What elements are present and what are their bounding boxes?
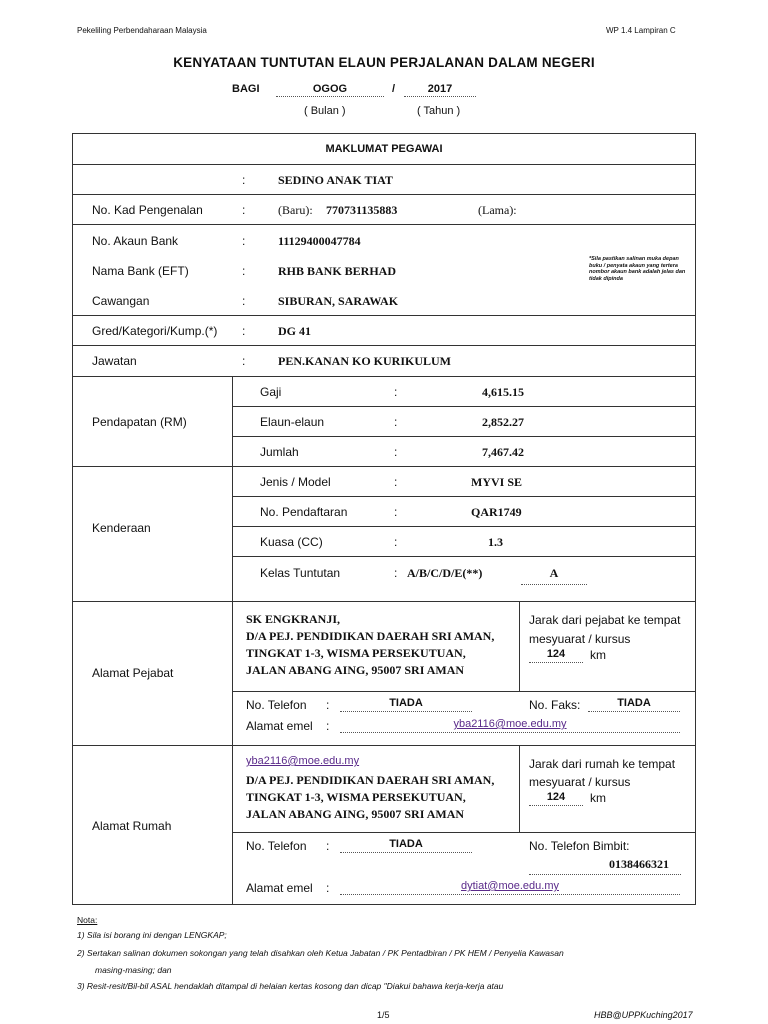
home-phone-label: No. Telefon <box>246 839 307 853</box>
note-item: 1) Sila isi borang ini dengan LENGKAP; <box>77 930 227 940</box>
office-fax-label: No. Faks: <box>529 698 581 712</box>
ic-colon: : <box>242 203 246 217</box>
office-distance-value[interactable]: 124 <box>529 648 583 663</box>
home-email-colon: : <box>326 881 330 895</box>
period-slash: / <box>392 83 396 95</box>
office-email-field[interactable] <box>340 718 680 733</box>
office-email-colon: : <box>326 719 330 733</box>
vehicle-model-label: Jenis / Model <box>260 475 331 489</box>
bank-branch-label: Cawangan <box>92 294 150 308</box>
office-address-block[interactable] <box>246 611 494 679</box>
home-mobile-label: No. Telefon Bimbit: <box>529 839 630 853</box>
note-item: 3) Resit-resit/Bil-bil ASAL hendaklah ditampal di helaian kertas kosong dan dicap "Diakui bahawa kerja-kerja atau <box>77 981 504 991</box>
page-number: 1/5 <box>377 1010 390 1020</box>
header-right: WP 1.4 Lampiran C <box>606 26 676 35</box>
month-caption: ( Bulan ) <box>304 105 346 117</box>
vehicle-model-colon: : <box>394 475 398 489</box>
home-distance-text2: mesyuarat / kursus <box>529 775 631 789</box>
bank-branch-colon: : <box>242 294 246 308</box>
office-distance-text1: Jarak dari pejabat ke tempat <box>529 613 681 627</box>
office-phone-colon: : <box>326 698 330 712</box>
bank-account-value[interactable]: 11129400047784 <box>278 234 361 248</box>
office-email-link[interactable]: yba2116@moe.edu.my <box>453 718 567 730</box>
allowance-colon: : <box>394 415 398 429</box>
office-distance-text2: mesyuarat / kursus <box>529 632 631 646</box>
year-caption: ( Tahun ) <box>417 105 461 117</box>
position-colon: : <box>242 354 246 368</box>
bank-note: *Sila pastikan salinan muka depan buku / penyata akaun yang tertera nombor akaun bank adalah jelas dan tidak dipinda <box>589 256 686 282</box>
home-phone-colon: : <box>326 839 330 853</box>
office-address-line: JALAN ABANG AING, 95007 SRI AMAN <box>246 663 465 677</box>
home-email-link[interactable]: dytiat@moe.edu.my <box>461 880 559 892</box>
position-label: Jawatan <box>92 354 137 368</box>
office-email-label: Alamat emel <box>246 719 313 733</box>
home-address-line: D/A PEJ. PENDIDIKAN DAERAH SRI AMAN, <box>246 773 495 787</box>
home-address-label: Alamat Rumah <box>92 819 172 833</box>
allowance-label: Elaun-elaun <box>260 415 325 429</box>
vehicle-cc-label: Kuasa (CC) <box>260 535 323 549</box>
month-field[interactable]: OGOG <box>276 83 384 97</box>
total-value[interactable]: 7,467.42 <box>482 445 524 459</box>
grade-label: Gred/Kategori/Kump.(*) <box>92 324 218 338</box>
salary-label: Gaji <box>260 385 282 399</box>
home-phone-value[interactable]: TIADA <box>340 838 472 853</box>
home-address-line: JALAN ABANG AING, 95007 SRI AMAN <box>246 807 465 821</box>
year-field[interactable]: 2017 <box>404 83 476 97</box>
office-phone-label: No. Telefon <box>246 698 307 712</box>
home-distance-text1: Jarak dari rumah ke tempat <box>529 757 676 771</box>
office-fax-value[interactable]: TIADA <box>588 697 680 712</box>
home-address-block[interactable] <box>246 772 494 823</box>
bank-name-colon: : <box>242 264 246 278</box>
bank-branch-value[interactable]: SIBURAN, SARAWAK <box>278 294 399 308</box>
salary-value[interactable]: 4,615.15 <box>482 385 524 399</box>
claim-class-colon: : <box>394 566 398 580</box>
vehicle-reg-value[interactable]: QAR1749 <box>471 505 522 519</box>
note-item: 2) Sertakan salinan dokumen sokongan yang telah disahkan oleh Ketua Jabatan / PK Pentadbiran / PK HEM / Penyelia Kawasan <box>77 948 564 958</box>
home-distance-value[interactable]: 124 <box>529 791 583 806</box>
office-address-label: Alamat Pejabat <box>92 666 174 680</box>
grade-value[interactable]: DG 41 <box>278 324 311 338</box>
bagi-label: BAGI <box>232 83 260 95</box>
home-distance-unit: km <box>590 791 606 805</box>
name-value[interactable]: SEDINO ANAK TIAT <box>278 173 393 187</box>
ic-label: No. Kad Pengenalan <box>92 203 203 217</box>
home-email-label: Alamat emel <box>246 881 313 895</box>
claim-class-options: A/B/C/D/E(**) <box>407 566 483 580</box>
bank-account-label: No. Akaun Bank <box>92 234 179 248</box>
home-mobile-value[interactable]: 0138466321 <box>529 857 681 875</box>
vehicle-reg-label: No. Pendaftaran <box>260 505 348 519</box>
footer-right: HBB@UPPKuching2017 <box>594 1010 693 1020</box>
income-label: Pendapatan (RM) <box>92 415 187 429</box>
claim-class-label: Kelas Tuntutan <box>260 566 341 580</box>
notes-heading: Nota: <box>77 915 98 925</box>
home-address-line: TINGKAT 1-3, WISMA PERSEKUTUAN, <box>246 790 466 804</box>
office-address-line: SK ENGKRANJI, <box>246 612 341 626</box>
office-address-line: TINGKAT 1-3, WISMA PERSEKUTUAN, <box>246 646 466 660</box>
allowance-value[interactable]: 2,852.27 <box>482 415 524 429</box>
vehicle-reg-colon: : <box>394 505 398 519</box>
total-colon: : <box>394 445 398 459</box>
ic-baru-label: (Baru): <box>278 203 313 217</box>
grade-colon: : <box>242 324 246 338</box>
office-phone-value[interactable]: TIADA <box>340 697 472 712</box>
home-email-top-link[interactable]: yba2116@moe.edu.my <box>246 755 360 767</box>
total-label: Jumlah <box>260 445 299 459</box>
section-title: MAKLUMAT PEGAWAI <box>325 143 443 155</box>
bank-account-colon: : <box>242 234 246 248</box>
ic-baru-value[interactable]: 770731135883 <box>326 203 398 217</box>
position-value[interactable]: PEN.KANAN KO KURIKULUM <box>278 354 451 368</box>
claim-class-value[interactable]: A <box>521 566 587 585</box>
note-item: masing-masing; dan <box>95 965 172 975</box>
vehicle-label: Kenderaan <box>92 521 151 535</box>
office-distance-unit: km <box>590 648 606 662</box>
vehicle-cc-value[interactable]: 1.3 <box>488 535 503 549</box>
name-colon: : <box>242 173 246 187</box>
page-title: KENYATAAN TUNTUTAN ELAUN PERJALANAN DALAM NEGERI <box>173 55 595 70</box>
header-left: Pekeliling Perbendaharaan Malaysia <box>77 26 207 35</box>
home-email-field[interactable] <box>340 880 680 895</box>
bank-name-value[interactable]: RHB BANK BERHAD <box>278 264 397 278</box>
salary-colon: : <box>394 385 398 399</box>
vehicle-cc-colon: : <box>394 535 398 549</box>
bank-name-label: Nama Bank (EFT) <box>92 264 189 278</box>
ic-lama-label: (Lama): <box>478 203 517 217</box>
office-address-line: D/A PEJ. PENDIDIKAN DAERAH SRI AMAN, <box>246 629 495 643</box>
vehicle-model-value[interactable]: MYVI SE <box>471 475 523 489</box>
